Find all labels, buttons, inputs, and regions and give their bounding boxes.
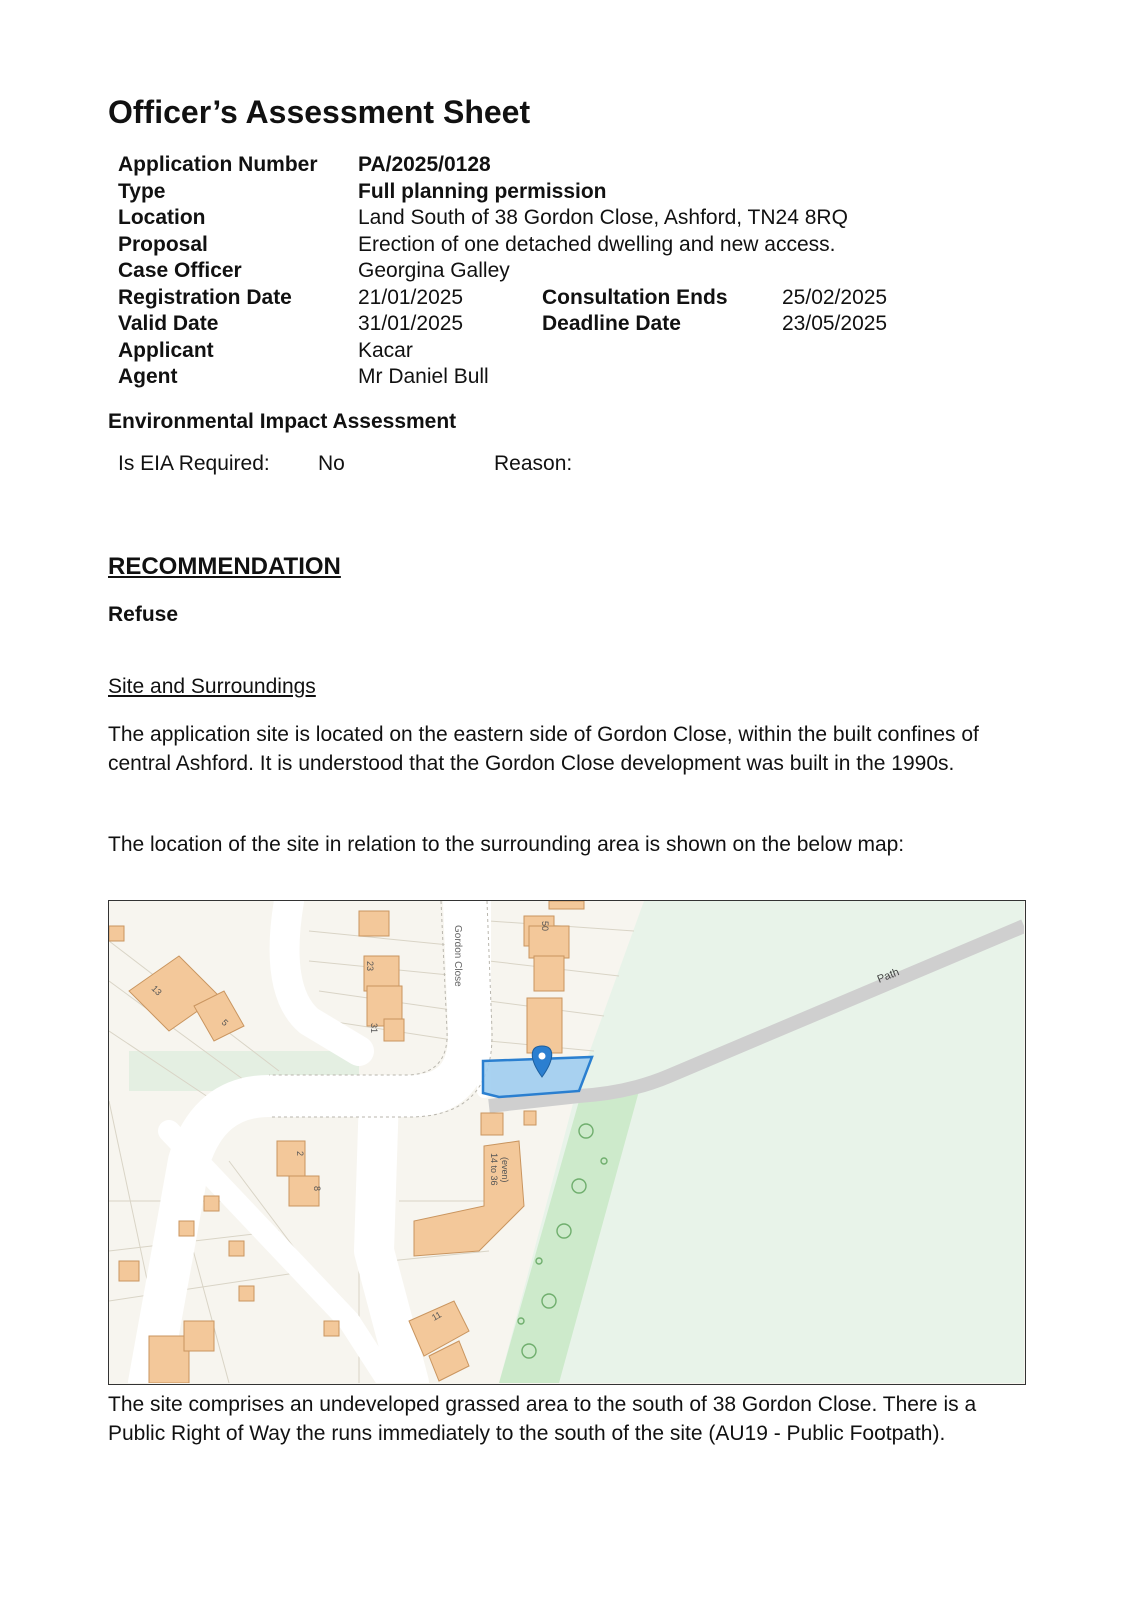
- label: Location: [118, 206, 206, 229]
- value: Kacar: [358, 338, 413, 362]
- site-paragraph-3: The site comprises an undeveloped grassed area to the south of 38 Gordon Close. There is a Public Right of Way the runs immediately to the south of the site (AU19 - Public Footpath).: [108, 1393, 977, 1445]
- label: Deadline Date: [542, 312, 681, 335]
- house-number: 31: [369, 1023, 379, 1034]
- house-number: 11: [430, 1309, 444, 1323]
- label: Application Number: [118, 153, 318, 176]
- value: PA/2025/0128: [358, 153, 491, 176]
- road-label: Gordon Close: [452, 925, 463, 987]
- block-label-line2: (even): [500, 1157, 510, 1183]
- eia-reason-label: Reason:: [494, 452, 573, 475]
- label: Proposal: [118, 232, 208, 256]
- value: 23/05/2025: [782, 312, 888, 335]
- site-surroundings-heading: Site and Surroundings: [108, 675, 316, 698]
- recommendation-heading: RECOMMENDATION: [108, 553, 341, 580]
- house-number: 2: [295, 1151, 305, 1157]
- site-paragraph-1: The application site is located on the eastern side of Gordon Close, within the built confines of central Ashford. It is understood that the Gordon Close development was built in the 1990s.: [108, 723, 979, 775]
- label: Type: [118, 179, 166, 203]
- label: Case Officer: [118, 259, 242, 282]
- detail-row-applicant: [118, 338, 938, 365]
- detail-row-application-number: [118, 152, 938, 179]
- label: Applicant: [118, 338, 214, 362]
- detail-row-location: [118, 205, 938, 232]
- house-number: 5: [219, 1017, 231, 1028]
- house-number: 8: [312, 1186, 322, 1192]
- label: Consultation Ends: [542, 285, 728, 309]
- detail-row-registration-date: [118, 285, 938, 312]
- application-details: [118, 152, 938, 391]
- block-label-line1: 14 to 36: [489, 1153, 499, 1186]
- detail-row-valid-date: [118, 311, 938, 338]
- house-number: 23: [365, 961, 375, 972]
- detail-row-agent: [118, 364, 938, 391]
- value: Land South of 38 Gordon Close, Ashford, TN24 8RQ: [358, 206, 848, 229]
- value: Erection of one detached dwelling and new access.: [358, 232, 836, 256]
- eia-required-value: No: [318, 452, 345, 475]
- recommendation-value: Refuse: [108, 603, 179, 626]
- value: 31/01/2025: [358, 312, 464, 335]
- value: Georgina Galley: [358, 259, 510, 282]
- value: 25/02/2025: [782, 285, 888, 309]
- eia-heading: Environmental Impact Assessment: [108, 410, 457, 433]
- house-number: 50: [540, 921, 550, 932]
- site-paragraph-2: The location of the site in relation to the surrounding area is shown on the below map:: [108, 833, 905, 856]
- path-label: Path: [875, 966, 902, 986]
- page-title: Officer’s Assessment Sheet: [108, 94, 531, 130]
- detail-row-proposal: [118, 232, 938, 259]
- detail-row-type: [118, 179, 938, 206]
- value: Mr Daniel Bull: [358, 365, 489, 388]
- site-location-map: [108, 900, 1026, 1385]
- label: Agent: [118, 365, 178, 388]
- label: Valid Date: [118, 312, 219, 335]
- value: 21/01/2025: [358, 285, 464, 309]
- value: Full planning permission: [358, 179, 607, 203]
- eia-required-label: Is EIA Required:: [118, 452, 270, 475]
- house-number: 13: [149, 983, 164, 998]
- label: Registration Date: [118, 285, 292, 309]
- detail-row-case-officer: [118, 258, 938, 285]
